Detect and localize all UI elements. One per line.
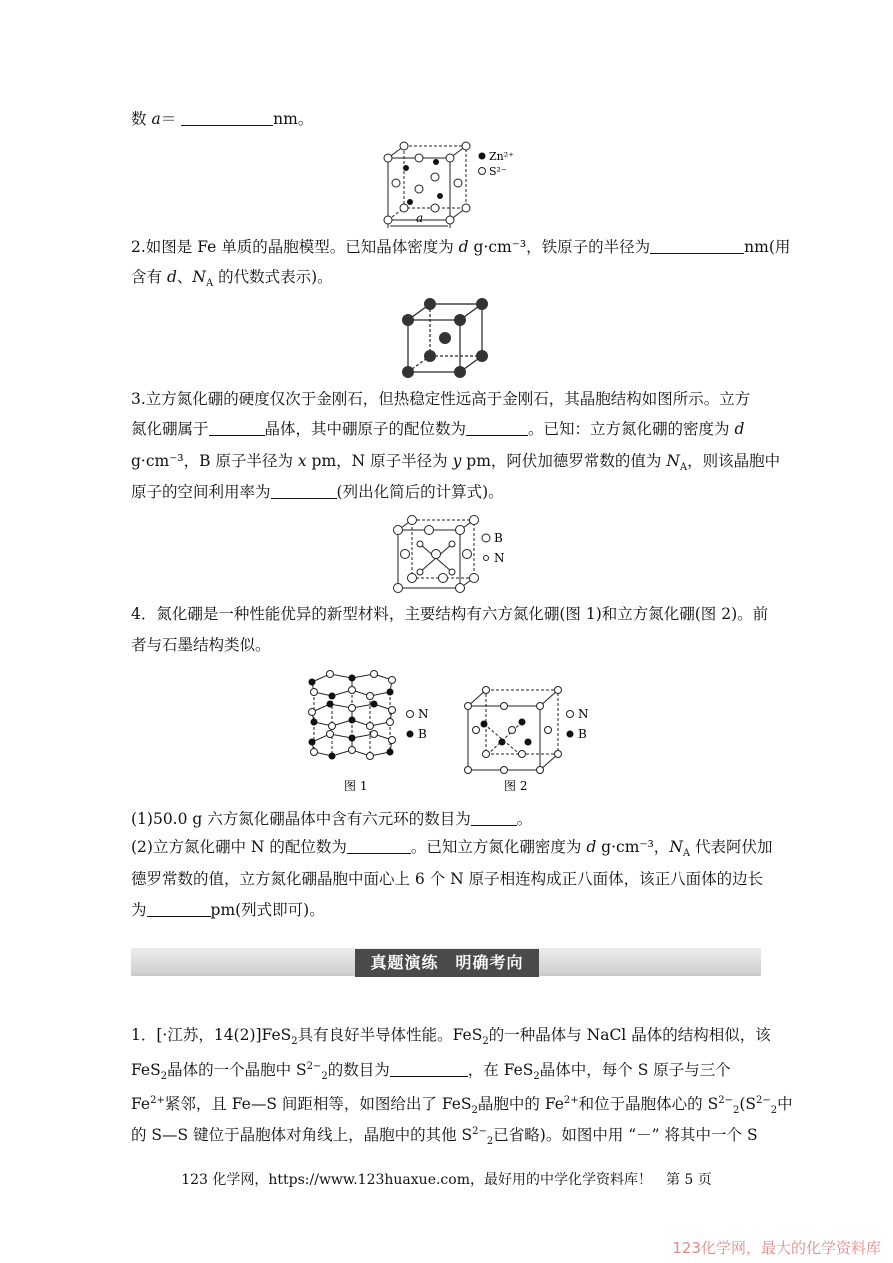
svg-text:B: B (494, 531, 503, 545)
cubic-bn-unit-cell-figure (390, 514, 520, 594)
answer-blank[interactable] (147, 900, 211, 917)
watermark: 123化学网，最大的化学资料库 (672, 1239, 881, 1257)
svg-text:B: B (578, 727, 587, 741)
section-title: 真题演练 明确考向 (355, 949, 539, 977)
s1-text-line2: FeS$_2$晶体的一个晶胞中 $S^{2-}_2$的数目为 ，在 FeS$_2$晶体中，每个 S 原子与三个 (131, 1060, 731, 1083)
q3-text-line1: 3.立方氮化硼的硬度仅次于金刚石，但热稳定性远高于金刚石，其晶胞结构如图所示。立方 (131, 390, 751, 408)
q4-sub1: (1)50.0 g 六方氮化硼晶体中含有六元环的数目为 。 (131, 810, 533, 828)
s1-text-line1: 1．[·江苏，14(2)]FeS$_2$具有良好半导体性能。FeS$_2$的一种晶体与 NaCl 晶体的结构相似，该 (131, 1026, 771, 1048)
answer-blank[interactable] (271, 482, 337, 499)
zns-unit-cell-figure (380, 140, 540, 230)
s1-text-line3: $Fe^{2+}$紧邻，且 Fe—S 间距相等，如图给出了 FeS$_2$晶胞中的 $Fe^{2+}$和位于晶胞体心的 $S^{2-}_2(S^{2-}_2$中 (131, 1094, 793, 1117)
answer-blank[interactable] (390, 1060, 468, 1077)
answer-blank[interactable] (181, 109, 273, 126)
svg-text:N: N (578, 707, 589, 721)
s1-text-line4: 的 S—S 键位于晶胞体对角线上，晶胞中的其他 $S^{2-}_2$已省略)。如图中用 “－” 将其中一个 S (131, 1125, 758, 1148)
svg-text:S²⁻: S²⁻ (489, 165, 507, 178)
svg-text:a: a (416, 211, 424, 225)
q3-text-line2: 氮化硼属于 晶体，其中硼原子的配位数为 。已知：立方氮化硼的密度为 d (131, 420, 745, 438)
q3-text-line3: g·cm⁻³，B 原子半径为 x pm，N 原子半径为 y pm，阿伏加德罗常数的值为 $N_A$，则该晶胞中 (131, 452, 781, 474)
q4-text-line1: 4．氮化硼是一种性能优异的新型材料，主要结构有六方氮化硼(图 1)和立方氮化硼(图 2)。前 (131, 605, 769, 623)
q2-text-line1: 2.如图是 Fe 单质的晶胞模型。已知晶体密度为 d g·cm⁻³，铁原子的半径为 nm(用 (131, 238, 791, 256)
svg-text:N: N (494, 551, 505, 565)
q4-text-line2: 者与石墨结构类似。 (131, 636, 271, 654)
fe-bcc-unit-cell-figure (400, 296, 495, 381)
svg-text:图 2: 图 2 (504, 779, 528, 793)
answer-blank[interactable] (471, 809, 517, 826)
answer-blank[interactable] (650, 237, 744, 254)
q4-sub2-line1: (2)立方氮化硼中 N 的配位数为 。已知立方氮化硼密度为 d g·cm⁻³，$N_A$ 代表阿伏加 (131, 838, 773, 860)
svg-text:图 1: 图 1 (344, 779, 368, 793)
hexagonal-bn-figure (300, 668, 445, 798)
answer-blank[interactable] (466, 419, 528, 436)
svg-text:N: N (418, 707, 429, 721)
cubic-bn-figure-2 (462, 686, 602, 798)
q4-sub2-line2: 德罗常数的值，立方氮化硼晶胞中面心上 6 个 N 原子相连构成正八面体，该正八面体的边长 (131, 870, 764, 888)
svg-text:B: B (418, 727, 427, 741)
page-footer: 123 化学网，https://www.123huaxue.com，最好用的中学化学资料库！ 第 5 页 (181, 1172, 712, 1188)
answer-blank[interactable] (209, 419, 265, 436)
q3-text-line4: 原子的空间利用率为 (列出化简后的计算式)。 (131, 483, 504, 501)
q2-text-line2: 含有 d、$N_A$ 的代数式表示)。 (131, 268, 333, 290)
q1-answer-line: 数 a＝ nm。 (131, 110, 314, 128)
answer-blank[interactable] (347, 837, 411, 854)
svg-text:Zn²⁺: Zn²⁺ (489, 150, 514, 163)
q4-sub2-line3: 为 pm(列式即可)。 (131, 901, 325, 919)
